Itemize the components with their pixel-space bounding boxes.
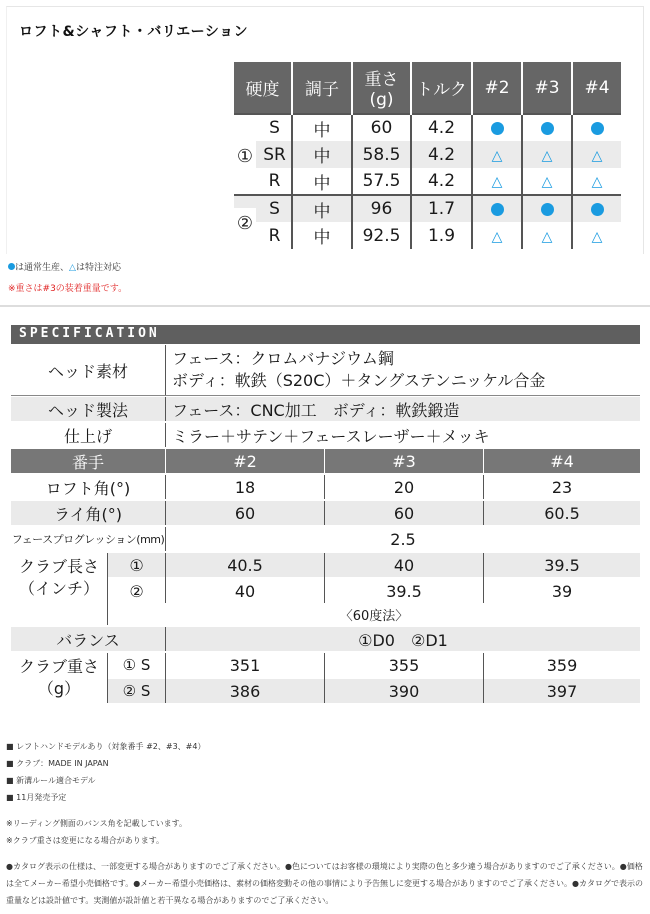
standard-dot-icon: [491, 203, 504, 216]
loft-label: ロフト角(°): [45, 478, 131, 498]
head-material-label: ヘッド素材: [47, 361, 128, 381]
progression-label: フェースプログレッション(mm): [11, 533, 165, 546]
lie-n2: 60: [234, 503, 256, 523]
section-divider: [0, 305, 650, 307]
length-1-n2: 40.5: [227, 555, 263, 575]
custom-order-triangle-icon: △: [541, 228, 553, 245]
spec-row-number: [11, 449, 640, 473]
length-shaft-2: ②: [129, 581, 144, 601]
availability-n3: [522, 168, 572, 195]
custom-order-triangle-icon: △: [69, 263, 76, 273]
footnote-note: ※クラブ重さは変更になる場合があります。: [6, 836, 165, 845]
specification-header: [11, 325, 640, 344]
finish-label: 仕上げ: [63, 426, 112, 446]
number-n4: #4: [550, 451, 574, 471]
table-row: [234, 168, 621, 195]
club-weight-label-line1: クラブ重さ: [18, 657, 99, 676]
spec-row-head-method: [11, 397, 640, 421]
hardness-cell: S: [234, 114, 292, 141]
spec-row-head-material: [11, 345, 640, 395]
torque-cell: 4.2: [411, 114, 472, 141]
loft-n4: 23: [551, 477, 573, 497]
number-n3: #3: [392, 451, 416, 471]
header-n4: #4: [572, 62, 621, 114]
availability-n4: [572, 195, 621, 222]
lie-n4: 60.5: [544, 503, 580, 523]
custom-order-triangle-icon: △: [491, 174, 503, 190]
weight-shaft-2: ② S: [122, 682, 151, 700]
number-n2: #2: [233, 451, 257, 471]
weight-shaft-1: ① S: [122, 656, 151, 674]
group-label-2: ②: [234, 208, 256, 238]
spec-row-lie: [11, 501, 640, 525]
availability-n2: [472, 114, 522, 141]
spec-row-length: [11, 553, 640, 603]
availability-n2: [472, 168, 522, 195]
custom-order-triangle-icon: △: [591, 228, 603, 245]
head-material-body: ボディ：軟鉄（S20C）＋タングステンニッケル合金: [172, 371, 546, 390]
torque-cell: 1.7: [411, 195, 472, 222]
length-2-n3: 39.5: [386, 581, 422, 601]
spec-row-progression: [11, 527, 640, 551]
footnote-note: ※リーディング側面のバンス角を記載しています。: [6, 819, 188, 828]
loft-n2: 18: [234, 477, 256, 497]
kick-cell: 中: [292, 114, 352, 141]
progression-value: 2.5: [390, 529, 416, 549]
club-weight-label: [11, 653, 107, 703]
footnote-item: ■ レフトハンドモデルあり（対象番手 #2、#3、#4）: [6, 742, 206, 751]
footnote-item: ■ 11月発売予定: [6, 793, 67, 802]
availability-n2: [472, 141, 522, 168]
hardness-cell: S: [234, 195, 292, 222]
lie-label: ライ角(°): [53, 504, 122, 524]
standard-dot-icon: [541, 203, 554, 216]
table-header-row: [234, 62, 621, 114]
availability-legend: [8, 260, 121, 273]
custom-order-triangle-icon: △: [491, 147, 503, 164]
standard-dot-icon: [491, 122, 504, 135]
group-label-1: ①: [234, 141, 256, 171]
spec-row-length-method: [11, 603, 640, 625]
spec-row-balance: [11, 627, 640, 651]
availability-n3: [522, 114, 572, 141]
hardness-cell: SR: [234, 141, 292, 168]
availability-n3: [522, 141, 572, 168]
header-n2: #2: [472, 62, 522, 114]
kick-cell: 中: [292, 222, 352, 249]
custom-order-triangle-icon: △: [591, 147, 603, 164]
kick-cell: 中: [292, 141, 352, 168]
length-method: 〈60度法〉: [339, 608, 409, 624]
head-material-face: フェース：クロムバナジウム鋼: [172, 349, 394, 368]
torque-cell: 4.2: [411, 141, 472, 168]
head-method-label: ヘッド製法: [47, 400, 128, 420]
custom-order-triangle-icon: △: [541, 147, 553, 164]
length-shaft-1: ①: [129, 555, 144, 575]
footnote-item: ■ クラブ：MADE IN JAPAN: [6, 759, 109, 768]
header-kick: 調子: [292, 62, 352, 114]
availability-n4: [572, 222, 621, 249]
header-n3: #3: [522, 62, 572, 114]
weight-cell: 58.5: [352, 141, 411, 168]
balance-label: バランス: [56, 630, 120, 650]
weight-cell: 96: [352, 195, 411, 222]
header-hardness: 硬度: [234, 62, 292, 114]
kick-cell: 中: [292, 168, 352, 195]
table-row: [234, 195, 621, 222]
torque-cell: 4.2: [411, 168, 472, 195]
length-1-n4: 39.5: [544, 555, 580, 575]
length-label-line1: クラブ長さ: [18, 557, 99, 576]
spec-row-club-weight: [11, 653, 640, 703]
footnote-disclaimer: ●カタログ表示の仕様は、一部変更する場合がありますのでご了承ください。●色についてはお客様の環境により実際の色と多少違う場合がありますのでご了承ください。●価格は全てメーカー希望小売価格です。●メーカー希望小売価格は、素材の価格変動その他の事情により予告無しに変更する場合がありますのでご了承ください。●カタログで表示の重量などは設計値です。実測値が設計値と若干異なる場合がありますのでご了承ください。: [6, 862, 643, 905]
section-title: ロフト&シャフト・バリエーション: [19, 24, 249, 40]
length-2-n4: 39: [551, 581, 573, 601]
kick-cell: 中: [292, 195, 352, 222]
club-weight-label-line2: （g）: [37, 679, 81, 698]
weight-2-n3: 390: [388, 681, 420, 701]
lie-n3: 60: [393, 503, 415, 523]
availability-n2: [472, 195, 522, 222]
availability-n4: [572, 168, 621, 195]
availability-n4: [572, 141, 621, 168]
custom-order-triangle-icon: △: [491, 228, 503, 245]
finish-value: ミラー＋サテン＋フェースレーザー＋メッキ: [172, 426, 490, 446]
weight-1-n2: 351: [229, 655, 261, 675]
balance-value: ①D0 ②D1: [358, 630, 448, 650]
hardness-cell: R: [234, 168, 292, 195]
shaft-variation-panel: [6, 6, 644, 254]
weight-2-n4: 397: [546, 681, 578, 701]
weight-cell: 92.5: [352, 222, 411, 249]
custom-order-triangle-icon: △: [541, 174, 553, 190]
table-row: [234, 114, 621, 141]
footnotes: [6, 738, 646, 909]
number-label: 番手: [71, 452, 104, 472]
custom-order-triangle-icon: △: [591, 174, 603, 190]
specification-title: SPECIFICATION: [19, 326, 160, 341]
weight-2-n2: 386: [229, 681, 261, 701]
weight-cell: 60: [352, 114, 411, 141]
table-row: [234, 141, 621, 168]
availability-n2: [472, 222, 522, 249]
weight-1-n3: 355: [388, 655, 420, 675]
length-label: [11, 553, 107, 603]
spec-row-loft: [11, 475, 640, 499]
torque-cell: 1.9: [411, 222, 472, 249]
hardness-cell: R: [234, 222, 292, 249]
table-row: [234, 222, 621, 249]
standard-dot-icon: [591, 203, 604, 216]
length-label-line2: （インチ）: [18, 579, 99, 598]
loft-n3: 20: [393, 477, 415, 497]
footnote-item: ■ 新溝ルール適合モデル: [6, 776, 96, 785]
standard-dot-icon: [591, 122, 604, 135]
head-method-value: フェース：CNC加工 ボディ：軟鉄鍛造: [172, 400, 460, 420]
standard-dot-icon: [541, 122, 554, 135]
head-material-value: [166, 345, 640, 395]
legend-custom-text: は特注対応: [75, 263, 121, 273]
legend-standard-text: は通常生産、: [15, 263, 70, 273]
shaft-variation-table: [234, 62, 621, 249]
length-1-n3: 40: [393, 555, 415, 575]
spec-row-finish: [11, 423, 640, 447]
weight-cell: 57.5: [352, 168, 411, 195]
header-torque: トルク: [411, 62, 472, 114]
weight-1-n4: 359: [546, 655, 578, 675]
header-weight: 重さ(g): [352, 62, 411, 114]
availability-n3: [522, 195, 572, 222]
weight-note: ※重さは#3の装着重量です。: [8, 284, 128, 294]
standard-dot-icon: [8, 263, 15, 270]
availability-n3: [522, 222, 572, 249]
availability-n4: [572, 114, 621, 141]
length-2-n2: 40: [234, 581, 256, 601]
